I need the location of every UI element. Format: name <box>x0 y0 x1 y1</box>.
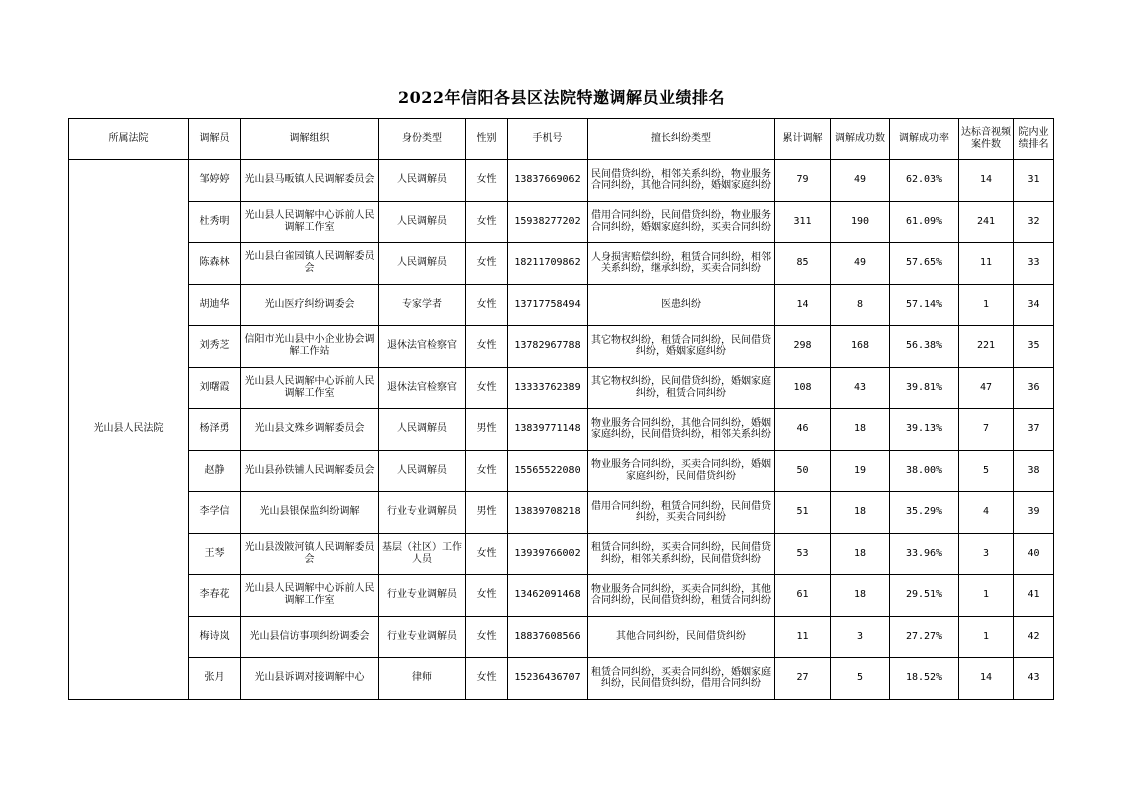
total-cell: 79 <box>775 160 831 202</box>
rank-cell: 40 <box>1014 533 1054 575</box>
dispute-types-cell: 其他合同纠纷，民间借贷纠纷 <box>588 616 775 658</box>
mediator-name: 陈森林 <box>189 243 241 285</box>
rank-cell: 32 <box>1014 201 1054 243</box>
rate-cell: 39.81% <box>890 367 959 409</box>
header-phone: 手机号 <box>508 119 588 160</box>
success-cell: 8 <box>831 284 890 326</box>
header-identity: 身份类型 <box>379 119 466 160</box>
phone-cell: 15938277202 <box>508 201 588 243</box>
identity-cell: 行业专业调解员 <box>379 575 466 617</box>
rate-cell: 57.14% <box>890 284 959 326</box>
dispute-types-cell: 租赁合同纠纷，买卖合同纠纷，民间借贷纠纷，相邻关系纠纷，民间借贷纠纷 <box>588 533 775 575</box>
mediator-name: 邹婷婷 <box>189 160 241 202</box>
organization-cell: 光山县信访事项纠纷调委会 <box>241 616 379 658</box>
gender-cell: 女性 <box>466 616 508 658</box>
mediator-name: 杨泽勇 <box>189 409 241 451</box>
organization-cell: 光山县白雀园镇人民调解委员会 <box>241 243 379 285</box>
success-cell: 5 <box>831 658 890 700</box>
phone-cell: 13333762389 <box>508 367 588 409</box>
rate-cell: 38.00% <box>890 450 959 492</box>
identity-cell: 行业专业调解员 <box>379 616 466 658</box>
total-cell: 108 <box>775 367 831 409</box>
success-cell: 190 <box>831 201 890 243</box>
phone-cell: 13782967788 <box>508 326 588 368</box>
mediator-name: 李春花 <box>189 575 241 617</box>
av-cases-cell: 1 <box>959 575 1014 617</box>
dispute-types-cell: 物业服务合同纠纷，买卖合同纠纷，其他合同纠纷，民间借贷纠纷，租赁合同纠纷 <box>588 575 775 617</box>
table-row <box>69 658 1054 700</box>
mediator-name: 李学信 <box>189 492 241 534</box>
header-organization: 调解组织 <box>241 119 379 160</box>
rate-cell: 39.13% <box>890 409 959 451</box>
total-cell: 53 <box>775 533 831 575</box>
phone-cell: 13839708218 <box>508 492 588 534</box>
success-cell: 19 <box>831 450 890 492</box>
av-cases-cell: 1 <box>959 284 1014 326</box>
total-cell: 298 <box>775 326 831 368</box>
av-cases-cell: 5 <box>959 450 1014 492</box>
identity-cell: 人民调解员 <box>379 243 466 285</box>
phone-cell: 18211709862 <box>508 243 588 285</box>
rate-cell: 62.03% <box>890 160 959 202</box>
av-cases-cell: 4 <box>959 492 1014 534</box>
av-cases-cell: 47 <box>959 367 1014 409</box>
organization-cell: 光山县马畈镇人民调解委员会 <box>241 160 379 202</box>
organization-cell: 光山医疗纠纷调委会 <box>241 284 379 326</box>
table-row <box>69 201 1054 243</box>
phone-cell: 15565522080 <box>508 450 588 492</box>
organization-cell: 信阳市光山县中小企业协会调解工作站 <box>241 326 379 368</box>
dispute-types-cell: 物业服务合同纠纷，买卖合同纠纷，婚姻家庭纠纷，民间借贷纠纷 <box>588 450 775 492</box>
identity-cell: 人民调解员 <box>379 450 466 492</box>
phone-cell: 15236436707 <box>508 658 588 700</box>
mediator-name: 王琴 <box>189 533 241 575</box>
rate-cell: 61.09% <box>890 201 959 243</box>
header-success-rate: 调解成功率 <box>890 119 959 160</box>
dispute-types-cell: 物业服务合同纠纷，其他合同纠纷，婚姻家庭纠纷，民间借贷纠纷，相邻关系纠纷 <box>588 409 775 451</box>
court-cell: 光山县人民法院 <box>69 160 189 700</box>
header-total: 累计调解 <box>775 119 831 160</box>
identity-cell: 退休法官检察官 <box>379 326 466 368</box>
dispute-types-cell: 民间借贷纠纷，相邻关系纠纷，物业服务合同纠纷，其他合同纠纷，婚姻家庭纠纷 <box>588 160 775 202</box>
gender-cell: 女性 <box>466 450 508 492</box>
table-row <box>69 160 1054 202</box>
gender-cell: 女性 <box>466 243 508 285</box>
av-cases-cell: 241 <box>959 201 1014 243</box>
mediator-name: 刘曙霞 <box>189 367 241 409</box>
av-cases-cell: 7 <box>959 409 1014 451</box>
organization-cell: 光山县诉调对接调解中心 <box>241 658 379 700</box>
organization-cell: 光山县人民调解中心诉前人民调解工作室 <box>241 201 379 243</box>
dispute-types-cell: 医患纠纷 <box>588 284 775 326</box>
success-cell: 43 <box>831 367 890 409</box>
rank-cell: 41 <box>1014 575 1054 617</box>
rank-cell: 35 <box>1014 326 1054 368</box>
rate-cell: 29.51% <box>890 575 959 617</box>
organization-cell: 光山县孙铁铺人民调解委员会 <box>241 450 379 492</box>
success-cell: 168 <box>831 326 890 368</box>
av-cases-cell: 14 <box>959 658 1014 700</box>
success-cell: 18 <box>831 533 890 575</box>
gender-cell: 女性 <box>466 201 508 243</box>
phone-cell: 13462091468 <box>508 575 588 617</box>
rank-cell: 42 <box>1014 616 1054 658</box>
dispute-types-cell: 借用合同纠纷，民间借贷纠纷，物业服务合同纠纷，婚姻家庭纠纷，买卖合同纠纷 <box>588 201 775 243</box>
table-row <box>69 367 1054 409</box>
header-mediator: 调解员 <box>189 119 241 160</box>
rank-cell: 37 <box>1014 409 1054 451</box>
identity-cell: 人民调解员 <box>379 160 466 202</box>
total-cell: 11 <box>775 616 831 658</box>
total-cell: 14 <box>775 284 831 326</box>
gender-cell: 男性 <box>466 492 508 534</box>
identity-cell: 律师 <box>379 658 466 700</box>
rank-cell: 39 <box>1014 492 1054 534</box>
success-cell: 49 <box>831 160 890 202</box>
mediator-name: 杜秀明 <box>189 201 241 243</box>
header-av-cases: 达标音视频案件数 <box>959 119 1014 160</box>
mediator-name: 梅诗岚 <box>189 616 241 658</box>
av-cases-cell: 3 <box>959 533 1014 575</box>
table-row <box>69 326 1054 368</box>
header-court: 所属法院 <box>69 119 189 160</box>
total-cell: 50 <box>775 450 831 492</box>
phone-cell: 13837669062 <box>508 160 588 202</box>
rank-cell: 33 <box>1014 243 1054 285</box>
gender-cell: 女性 <box>466 533 508 575</box>
av-cases-cell: 14 <box>959 160 1014 202</box>
header-row <box>69 119 1054 160</box>
identity-cell: 行业专业调解员 <box>379 492 466 534</box>
gender-cell: 女性 <box>466 367 508 409</box>
header-gender: 性别 <box>466 119 508 160</box>
success-cell: 18 <box>831 409 890 451</box>
total-cell: 311 <box>775 201 831 243</box>
table-row <box>69 284 1054 326</box>
rank-cell: 43 <box>1014 658 1054 700</box>
rate-cell: 35.29% <box>890 492 959 534</box>
mediator-name: 赵静 <box>189 450 241 492</box>
gender-cell: 女性 <box>466 160 508 202</box>
rate-cell: 18.52% <box>890 658 959 700</box>
dispute-types-cell: 租赁合同纠纷，买卖合同纠纷，婚姻家庭纠纷，民间借贷纠纷，借用合同纠纷 <box>588 658 775 700</box>
phone-cell: 18837608566 <box>508 616 588 658</box>
dispute-types-cell: 其它物权纠纷，租赁合同纠纷，民间借贷纠纷，婚姻家庭纠纷 <box>588 326 775 368</box>
success-cell: 3 <box>831 616 890 658</box>
total-cell: 46 <box>775 409 831 451</box>
mediator-name: 张月 <box>189 658 241 700</box>
total-cell: 51 <box>775 492 831 534</box>
phone-cell: 13717758494 <box>508 284 588 326</box>
mediator-name: 胡迪华 <box>189 284 241 326</box>
header-success-count: 调解成功数 <box>831 119 890 160</box>
av-cases-cell: 221 <box>959 326 1014 368</box>
rank-cell: 31 <box>1014 160 1054 202</box>
organization-cell: 光山县泼陂河镇人民调解委员会 <box>241 533 379 575</box>
organization-cell: 光山县人民调解中心诉前人民调解工作室 <box>241 575 379 617</box>
dispute-types-cell: 人身损害赔偿纠纷，租赁合同纠纷，相邻关系纠纷，继承纠纷，买卖合同纠纷 <box>588 243 775 285</box>
gender-cell: 女性 <box>466 575 508 617</box>
total-cell: 85 <box>775 243 831 285</box>
page-title: 2022年信阳各县区法院特邀调解员业绩排名 <box>397 88 726 107</box>
dispute-types-cell: 其它物权纠纷，民间借贷纠纷，婚姻家庭纠纷，租赁合同纠纷 <box>588 367 775 409</box>
rate-cell: 57.65% <box>890 243 959 285</box>
rank-cell: 36 <box>1014 367 1054 409</box>
success-cell: 49 <box>831 243 890 285</box>
table-row <box>69 409 1054 451</box>
rate-cell: 27.27% <box>890 616 959 658</box>
table-row <box>69 616 1054 658</box>
total-cell: 61 <box>775 575 831 617</box>
table-row <box>69 575 1054 617</box>
rank-cell: 34 <box>1014 284 1054 326</box>
total-cell: 27 <box>775 658 831 700</box>
phone-cell: 13939766002 <box>508 533 588 575</box>
rank-cell: 38 <box>1014 450 1054 492</box>
header-dispute-types: 擅长纠纷类型 <box>588 119 775 160</box>
table-row <box>69 243 1054 285</box>
identity-cell: 退休法官检察官 <box>379 367 466 409</box>
dispute-types-cell: 借用合同纠纷，租赁合同纠纷，民间借贷纠纷，买卖合同纠纷 <box>588 492 775 534</box>
identity-cell: 人民调解员 <box>379 201 466 243</box>
phone-cell: 13839771148 <box>508 409 588 451</box>
success-cell: 18 <box>831 492 890 534</box>
rate-cell: 33.96% <box>890 533 959 575</box>
table-row <box>69 533 1054 575</box>
organization-cell: 光山县文殊乡调解委员会 <box>241 409 379 451</box>
mediator-name: 刘秀芝 <box>189 326 241 368</box>
ranking-table <box>68 118 1054 700</box>
gender-cell: 女性 <box>466 284 508 326</box>
table-row <box>69 492 1054 534</box>
gender-cell: 男性 <box>466 409 508 451</box>
identity-cell: 专家学者 <box>379 284 466 326</box>
organization-cell: 光山县人民调解中心诉前人民调解工作室 <box>241 367 379 409</box>
header-rank: 院内业绩排名 <box>1014 119 1054 160</box>
success-cell: 18 <box>831 575 890 617</box>
gender-cell: 女性 <box>466 326 508 368</box>
table-row <box>69 450 1054 492</box>
av-cases-cell: 1 <box>959 616 1014 658</box>
identity-cell: 人民调解员 <box>379 409 466 451</box>
gender-cell: 女性 <box>466 658 508 700</box>
organization-cell: 光山县银保监纠纷调解 <box>241 492 379 534</box>
identity-cell: 基层（社区）工作人员 <box>379 533 466 575</box>
av-cases-cell: 11 <box>959 243 1014 285</box>
rate-cell: 56.38% <box>890 326 959 368</box>
